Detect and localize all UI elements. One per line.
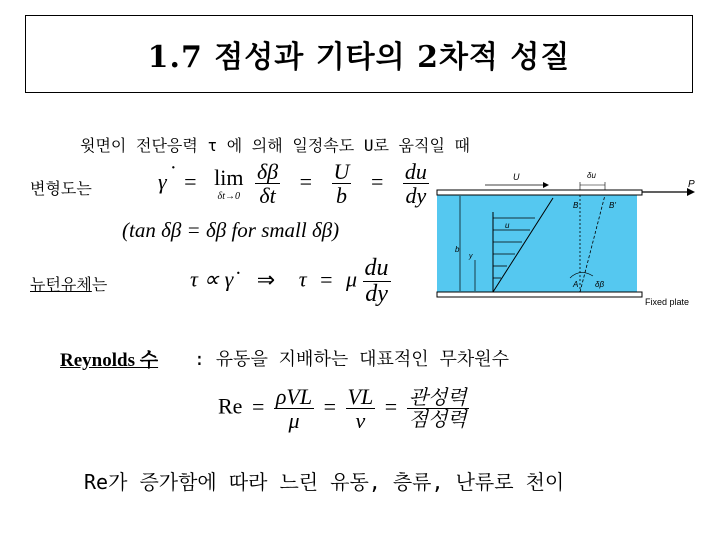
fraction-numerator: 관성력 (408, 385, 467, 410)
small-angle-note: (tan δβ = δβ for small δβ) (122, 218, 340, 242)
reynolds-description: : 유동을 지배하는 대표적인 무차원수 (194, 349, 510, 370)
couette-flow-figure (425, 160, 715, 310)
strain-equation: · γ = lim δt→0 $\frac{\delta\beta}{\delta t}$ = $\frac{U}{b}$ = $\frac{du}{dy}$ (158, 156, 427, 209)
fraction-du-dy-newton (363, 256, 391, 307)
proportional-relation: τ ∝ γ̇ (190, 266, 234, 292)
local-velocity-label: u (505, 221, 510, 230)
re-eq-sign-2: = (323, 393, 337, 419)
fraction-numerator: du (364, 255, 389, 281)
newtonian-label (30, 272, 107, 295)
mu-symbol: μ (346, 266, 358, 292)
tau-symbol: τ (298, 266, 307, 292)
deform-label: 변형도는 (30, 179, 92, 198)
fixed-plate (437, 292, 642, 297)
fraction-rhoVL-mu (274, 385, 314, 432)
fraction-denominator: dy (365, 281, 388, 308)
newtonian-fluid-term: 뉴턴유체 (30, 275, 92, 294)
reynolds-equation (218, 385, 469, 432)
fraction-denominator: δt (259, 183, 276, 209)
strain-eq-sign: = (184, 168, 197, 194)
point-A-label: A (573, 280, 579, 289)
bottom-line: Re가 증가함에 따라 느린 유동, 층류, 난류로 천이 (84, 470, 565, 494)
strain-eq-sign-2: = (299, 168, 313, 194)
fraction-denominator: b (335, 183, 347, 209)
fraction-U-b (332, 160, 352, 207)
newton-equation (190, 256, 391, 307)
title-box (25, 15, 693, 93)
point-B-prime-label: B' (609, 201, 616, 210)
fluid-region (437, 193, 637, 296)
fraction-VL-nu (346, 385, 376, 432)
velocity-label: U (513, 172, 520, 182)
fraction-numerator: U (333, 159, 350, 184)
fixed-plate-label: Fixed plate (645, 297, 690, 307)
newtonian-suffix: 는 (91, 275, 108, 294)
re-symbol: Re (218, 393, 243, 419)
newton-eq-sign: = (320, 266, 333, 292)
fraction-numerator: ρVL (275, 384, 313, 409)
fraction-denominator: 점성력 (408, 407, 467, 432)
velocity-arrowhead (543, 182, 549, 188)
fraction-numerator: du (404, 159, 427, 184)
reynolds-label: Reynolds 수 (60, 350, 159, 371)
strain-eq-sign-3: = (370, 168, 384, 194)
fraction-numerator: VL (347, 384, 374, 409)
y-label: y (469, 253, 473, 260)
fraction-denominator: μ (288, 408, 300, 434)
fraction-numerator: δβ (256, 159, 279, 184)
page-title: 1.7 점성과 기타의 2차적 성질 (147, 40, 571, 75)
fraction-denominator: ν (355, 408, 366, 434)
delta-u-label: δu (587, 171, 596, 180)
point-B-label: B (573, 201, 579, 210)
angle-label: δβ (595, 280, 605, 289)
force-label: P (688, 179, 695, 190)
moving-plate (437, 190, 642, 195)
lim-text: lim (214, 165, 244, 191)
lim-subscript: δt→0 (217, 191, 240, 203)
fraction-inertia-viscous (407, 387, 469, 430)
implies-arrow: ⇒ (256, 266, 276, 292)
gamma-symbol: γ (158, 168, 167, 194)
fraction-dbeta-dt (255, 160, 280, 207)
intro-line: 윗면이 전단응력 τ 에 의해 일정속도 U로 움직일 때 (80, 136, 470, 155)
re-eq-sign: = (251, 393, 265, 419)
height-label: b (455, 245, 460, 254)
fraction-denominator: dy (405, 183, 427, 209)
re-eq-sign-3: = (384, 393, 398, 419)
